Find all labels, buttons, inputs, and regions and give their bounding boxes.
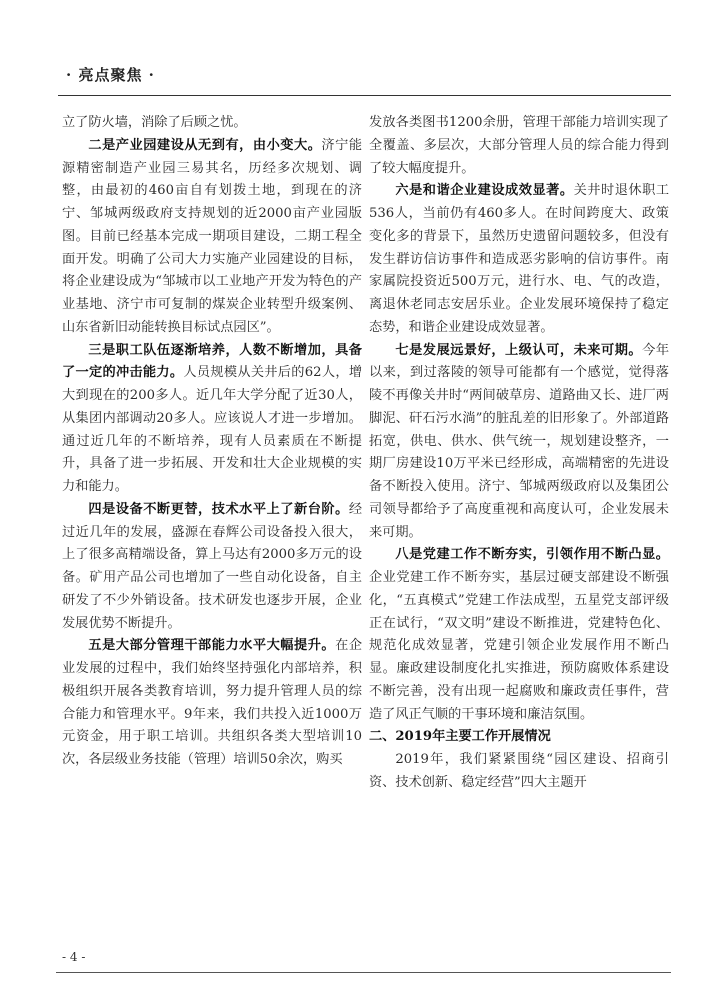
- point-heading: 五是大部分管理干部能力水平大幅提升。: [88, 638, 336, 654]
- left-column: [62, 112, 362, 772]
- paragraph: 2019年，我们紧紧围绕“园区建设、招商引资、技术创新、稳定经营”四大主题开: [369, 752, 669, 790]
- paragraph-text: 企业党建工作不断夯实，基层过硬支部建设不断强化，“五真模式”党建工作法成型，五星党支部评级正在试行，“双文明”建设不断推进，党建特色化、规范化成效显著，党建引领企业发展作用不断凸显。廉政建设制度化扎实推进，预防腐败体系建设不断完善，没有出现一起腐败和廉政责任事件，营造了风正气顺的干事环境和廉洁氛围。: [369, 570, 669, 722]
- paragraph-text: 经过近几年的发展，盛源在春辉公司设备投入很大，上了很多高精端设备，算上马达有2000多万元的设备。矿用产品公司也增加了一些自动化设备，自主研发了不少外销设备。技术研发也逐步开展，企业发展优势不断提升。: [62, 501, 362, 631]
- paragraph: [62, 635, 362, 772]
- page-number: - 4 -: [62, 950, 86, 964]
- paragraph: [62, 340, 362, 499]
- page-header: [58, 58, 671, 96]
- paragraph-text: 人员规模从关井后的62人，增大到现在的200多人。近几年大学分配了近30人，从集团内部调动20多人。应该说人才进一步增加。通过近几年的不断培养，现有人员素质在不断提升，具备了进一步拓展、开发和壮大企业规模的实力和能力。: [62, 365, 363, 494]
- paragraph: [369, 340, 669, 545]
- paragraph-text: 在企业发展的过程中，我们始终坚持强化内部培养，积极组织开展各类教育培训，努力提升管理人员的综合能力和管理水平。9年来，我们共投入近1000万元资金，用于职工培训。共组织各类大型培训10次，各层级业务技能（管理）培训50余次，购买: [62, 638, 363, 767]
- point-heading: 七是发展远景好，上级认可，未来可期。: [395, 342, 643, 358]
- point-heading: 二是产业园建设从无到有，由小变大。: [88, 137, 322, 153]
- point-heading: 八是党建工作不断夯实，引领作用不断凸显。: [395, 547, 669, 563]
- paragraph: [62, 499, 362, 636]
- paragraph-text: 济宁能源精密制造产业园三易其名，历经多次规划、调整，由最初的460亩自有划拨土地，到现在的济宁、邹城两级政府支持规划的近2000亩产业园版图。目前已经基本完成一期项目建设，二期工程全面开发。明确了公司大力实施产业园建设的目标，将企业建设成为“邹城市以工业地产开发为特色的产业基地、济宁市可复制的煤炭企业转型升级案例、山东省新旧动能转换目标试点园区”。: [62, 137, 363, 335]
- header-divider: [58, 95, 671, 96]
- paragraph: 发放各类图书1200余册，管理干部能力培训实现了全覆盖、多层次，大部分管理人员的综合能力得到了较大幅度提升。: [369, 115, 669, 176]
- section-title: · 亮点聚焦 ·: [66, 66, 155, 84]
- paragraph-text: 今年以来，到过落陵的领导可能都有一个感觉，觉得落陵不再像关井时“两间破草房、道路曲又长、进厂两脚泥、矸石污水淌”的脏乱差的旧形象了。外部道路拓宽，供电、供水、供气统一，规划建设整齐，一期厂房建设10万平米已经形成，高端精密的先进设备不断投入使用。济宁、邹城两级政府以及集团公司领导都给予了高度重视和高度认可，企业发展未来可期。: [369, 342, 670, 540]
- section-heading: 二、2019年主要工作开展情况: [369, 729, 551, 745]
- paragraph: 立了防火墙，消除了后顾之忧。: [62, 115, 247, 130]
- paragraph: [369, 544, 669, 726]
- point-heading: 三是职工队伍逐渐培养，人数不断增加，具备了一定的冲击能力。: [62, 342, 362, 381]
- paragraph-text: 关井时退休职工536人，当前仍有460多人。在时间跨度大、政策变化多的背景下，虽然历史遗留问题较多，但没有发生群访信访事件和造成恶劣影响的信访事件。南家属院投资近500万元，进行水、电、气的改造，离退休老同志安居乐业。企业发展环境保持了稳定态势，和谐企业建设成效显著。: [369, 183, 670, 335]
- right-column: [369, 112, 669, 795]
- paragraph: [369, 180, 669, 339]
- footer-divider: [56, 972, 671, 973]
- point-heading: 六是和谐企业建设成效显著。: [395, 183, 574, 199]
- point-heading: 四是设备不断更替，技术水平上了新台阶。: [88, 501, 349, 517]
- paragraph: [62, 135, 362, 340]
